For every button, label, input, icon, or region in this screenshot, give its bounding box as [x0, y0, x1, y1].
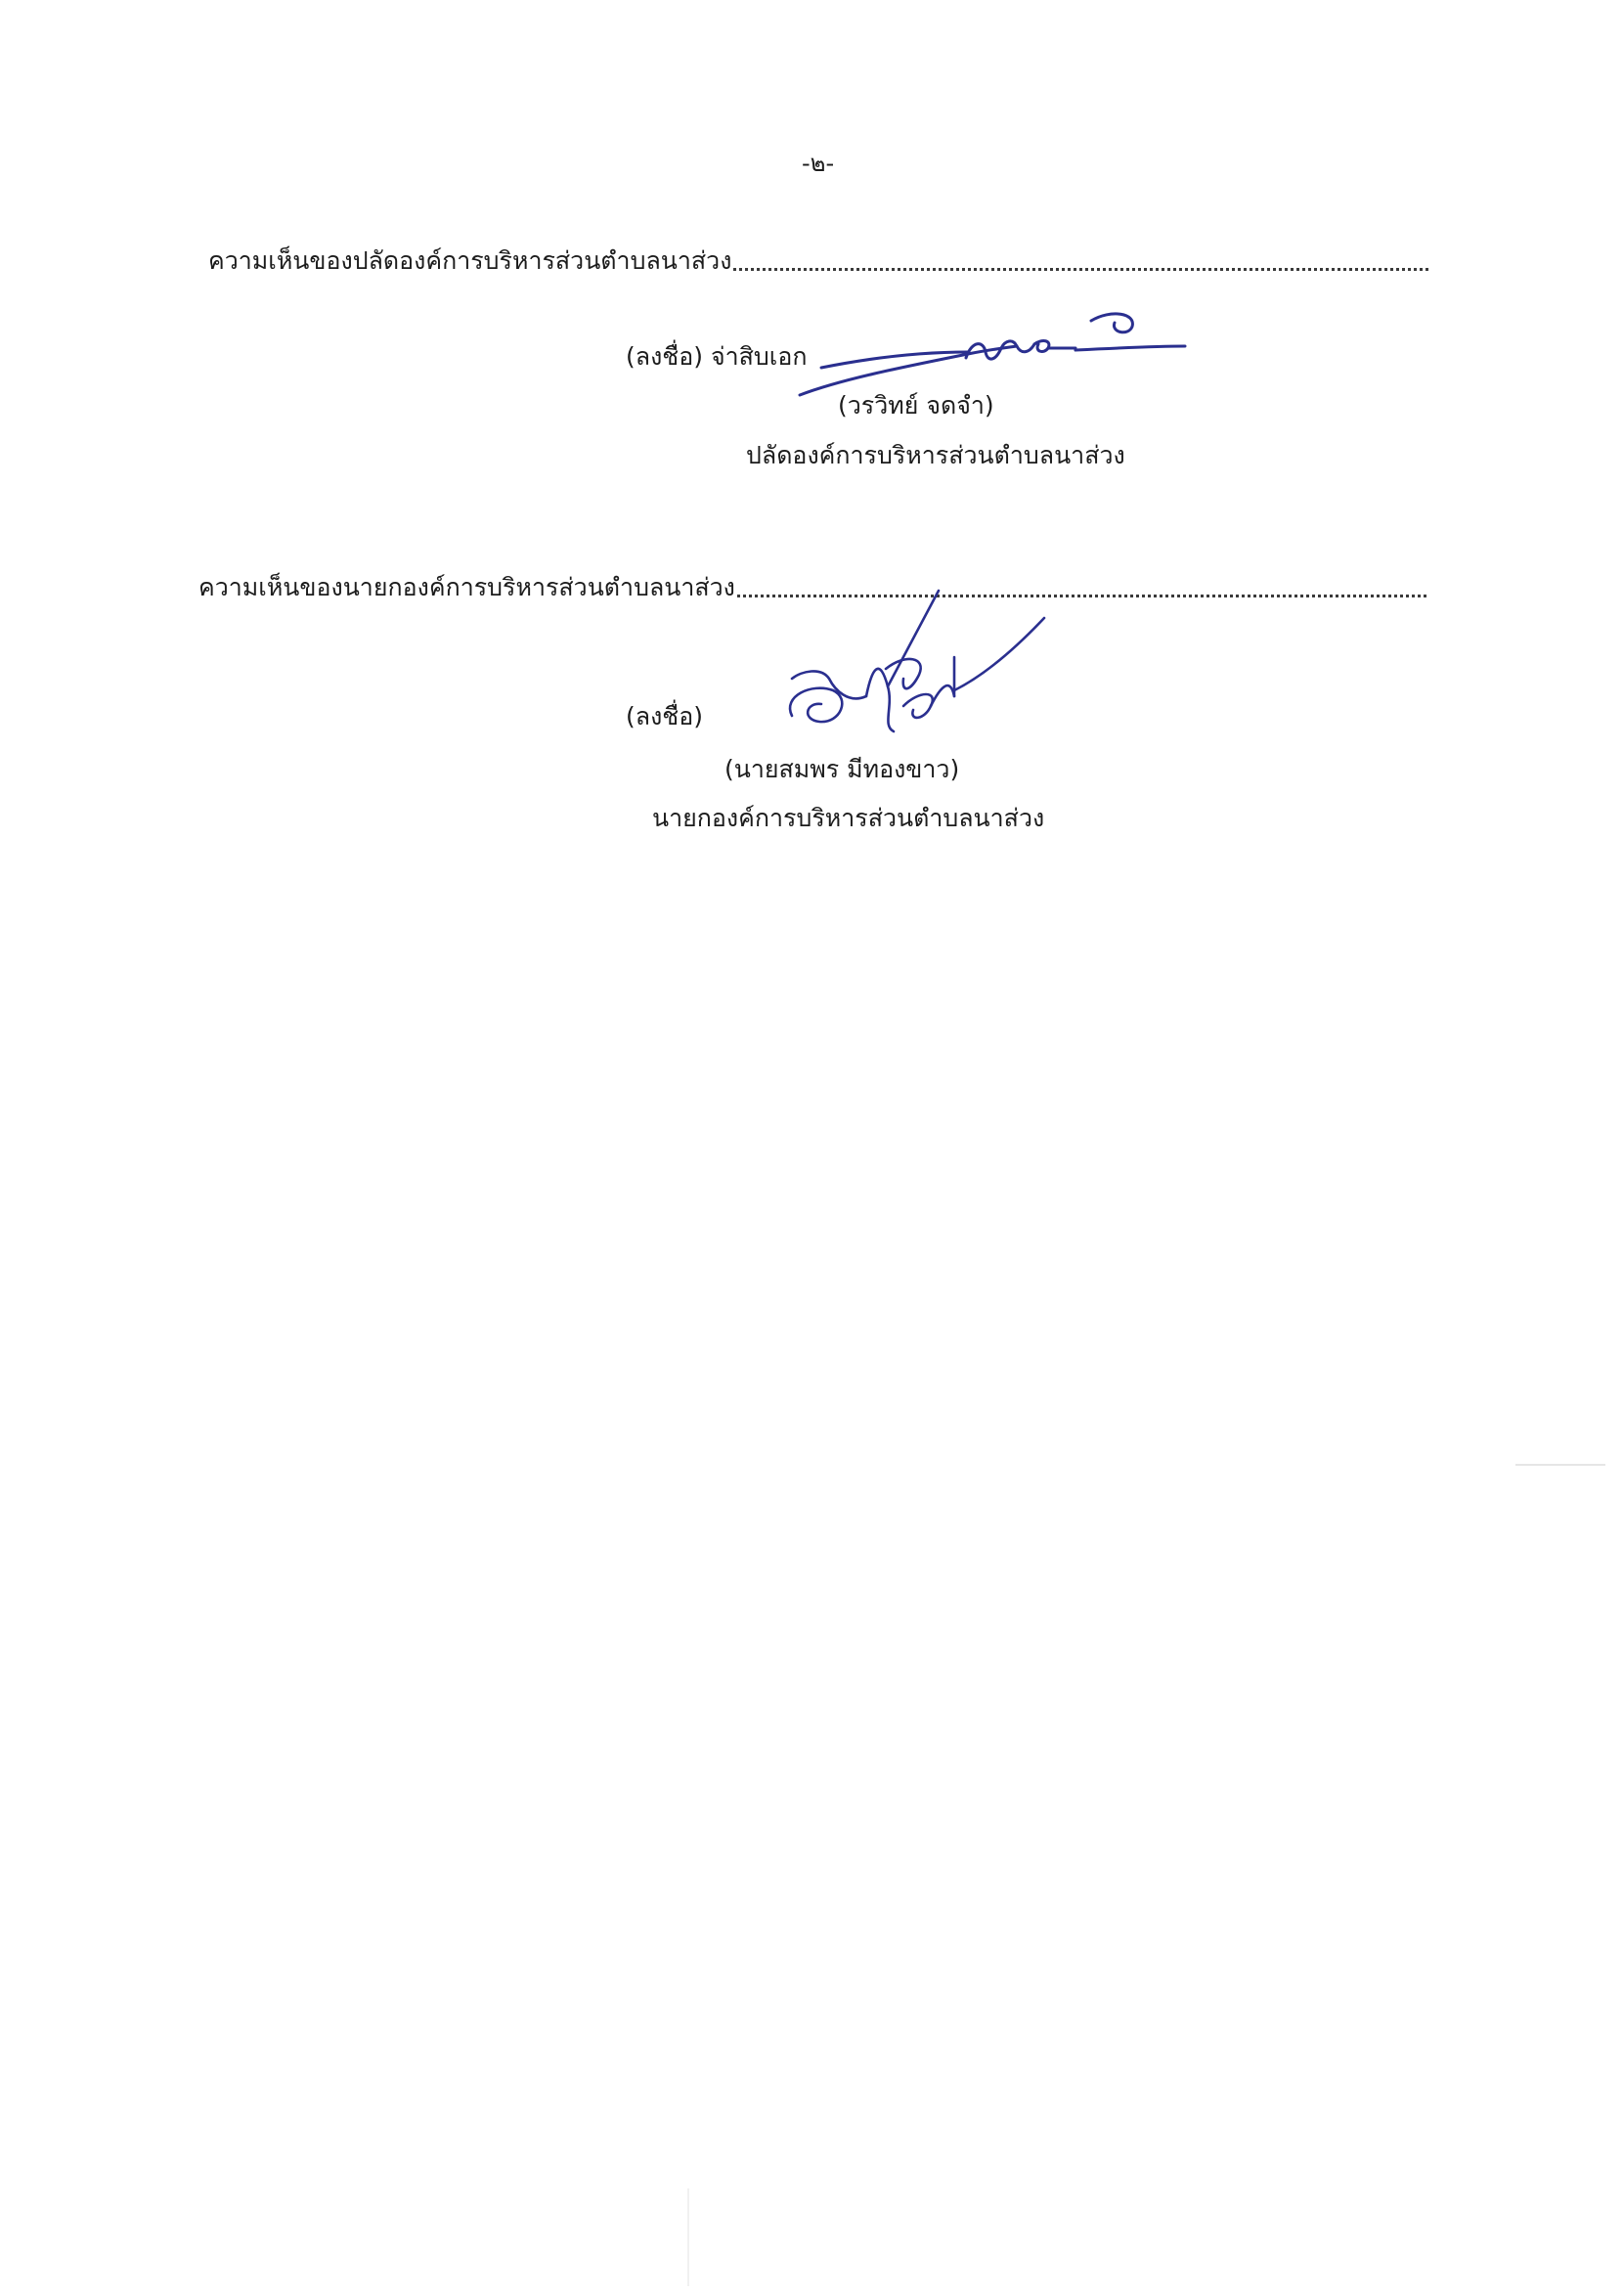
mayor-position: นายกองค์การบริหารส่วนตำบลนาส่วง: [652, 804, 1045, 832]
scan-smudge: [1515, 1464, 1605, 1466]
clerk-opinion-line: [208, 243, 1428, 278]
mayor-signature: [772, 589, 1056, 745]
clerk-position: ปลัดองค์การบริหารส่วนตำบลนาส่วง: [746, 441, 1125, 469]
clerk-sign-prefix: (ลงชื่อ) จ่าสิบเอก: [626, 342, 808, 371]
mayor-name: (นายสมพร มีทองขาว): [724, 755, 960, 783]
clerk-opinion-dotted-line: [733, 239, 1428, 271]
scan-edge-line: [687, 2188, 689, 2286]
clerk-name: (วรวิทย์ จดจำ): [838, 391, 994, 419]
mayor-opinion-label: ความเห็นของนายกองค์การบริหารส่วนตำบลนาส่วง: [198, 573, 735, 601]
clerk-opinion-label: ความเห็นของปลัดองค์การบริหารส่วนตำบลนาส่วง: [208, 246, 732, 275]
mayor-sign-prefix: (ลงชื่อ): [626, 702, 704, 730]
page-number: -๒-: [802, 150, 835, 177]
